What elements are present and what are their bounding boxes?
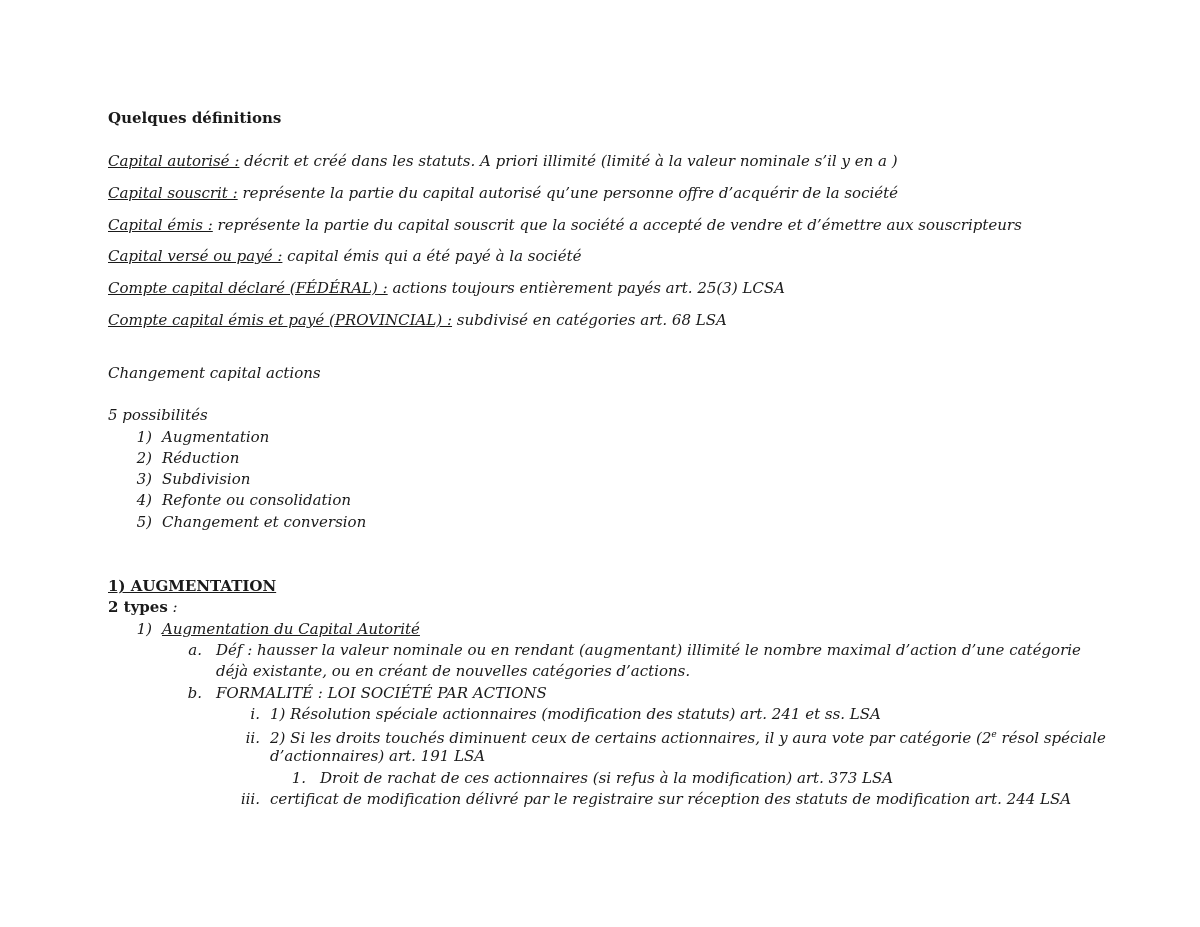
list-item (134, 512, 366, 532)
list-item (134, 448, 239, 468)
section-heading-changement: Changement capital actions (108, 364, 321, 382)
definition-capital-verse (108, 246, 582, 266)
list-label: Augmentation (162, 428, 270, 446)
definition-text: décrit et créé dans les statuts. A priori illimité (limité à la valeur nominale s’il y en a ) (239, 152, 898, 170)
list-item-continuation: déjà existante, ou en créant de nouvelles catégories d’actions. (216, 662, 691, 680)
page-title: Quelques définitions (108, 109, 282, 127)
definition-term: Capital versé ou payé : (108, 247, 283, 265)
list-number: 5) (136, 513, 152, 531)
list-item (134, 619, 420, 639)
list-number: 1) (136, 428, 152, 446)
list-item (232, 725, 1106, 748)
definition-text: subdivisé en catégories art. 68 LSA (452, 311, 727, 329)
superscript: e (991, 730, 997, 740)
list-label: Déf : hausser la valeur nominale ou en rendant (augmentant) illimité le nombre maximal d’action d’une catégorie (216, 641, 1081, 659)
list-item (186, 640, 1081, 660)
list-number: iii. (240, 790, 260, 808)
definition-capital-souscrit (108, 183, 898, 203)
list-number: a. (188, 641, 202, 659)
list-label: Refonte ou consolidation (162, 491, 352, 509)
list-label: Subdivision (162, 470, 251, 488)
list-number: 1) (136, 620, 152, 638)
types-colon: : (167, 598, 178, 616)
list-item (232, 704, 881, 724)
list-item (134, 490, 351, 510)
list-item (186, 683, 547, 703)
definition-term: Capital souscrit : (108, 184, 238, 202)
list-number: 1. (291, 769, 306, 787)
definition-term: Compte capital émis et payé (PROVINCIAL) : (108, 311, 453, 329)
list-label: Augmentation du Capital Autorité (162, 620, 420, 638)
list-item (134, 427, 269, 447)
list-label: Réduction (162, 449, 240, 467)
list-number: 4) (136, 491, 152, 509)
definition-term: Capital émis : (108, 216, 213, 234)
list-item (134, 469, 250, 489)
types-label: 2 types (108, 598, 168, 616)
definition-text: représente la partie du capital autorisé qu’une personne offre d’acquérir de la société (237, 184, 899, 202)
list-number: i. (250, 705, 260, 723)
list-label-part: résol spéciale (996, 729, 1106, 747)
definition-term: Compte capital déclaré (FÉDÉRAL) : (108, 279, 388, 297)
list-label (270, 729, 1106, 747)
list-item (232, 789, 1071, 809)
definition-capital-emis (108, 215, 1022, 235)
list-number: ii. (245, 729, 260, 747)
list-item-continuation: d’actionnaires) art. 191 LSA (270, 747, 486, 765)
list-label: 1) Résolution spéciale actionnaires (modification des statuts) art. 241 et ss. LSA (270, 705, 881, 723)
list-label: Droit de rachat de ces actionnaires (si refus à la modification) art. 373 LSA (320, 769, 894, 787)
possibilities-heading: 5 possibilités (108, 406, 208, 424)
list-label-part: 2) Si les droits touchés diminuent ceux de certains actionnaires, il y aura vote par catégorie (2 (270, 729, 992, 747)
definition-text: capital émis qui a été payé à la société (282, 247, 582, 265)
list-number: b. (187, 684, 202, 702)
list-label: certificat de modification délivré par le registraire sur réception des statuts de modification art. 244 LSA (270, 790, 1072, 808)
list-item (290, 768, 893, 788)
definition-capital-autorise (108, 151, 898, 171)
definition-term: Capital autorisé : (108, 152, 240, 170)
list-number: 3) (136, 470, 152, 488)
section-heading-augmentation: 1) AUGMENTATION (108, 577, 277, 595)
list-label: FORMALITÉ : LOI SOCIÉTÉ PAR ACTIONS (216, 684, 547, 702)
definition-compte-capital-declare (108, 278, 785, 298)
list-label: Changement et conversion (162, 513, 367, 531)
definition-text: représente la partie du capital souscrit que la société a accepté de vendre et d’émettre aux souscripteurs (212, 216, 1022, 234)
list-number: 2) (136, 449, 152, 467)
types-heading (108, 597, 178, 617)
definition-compte-capital-emis-paye (108, 310, 727, 330)
definition-text: actions toujours entièrement payés art. 25(3) LCSA (387, 279, 785, 297)
